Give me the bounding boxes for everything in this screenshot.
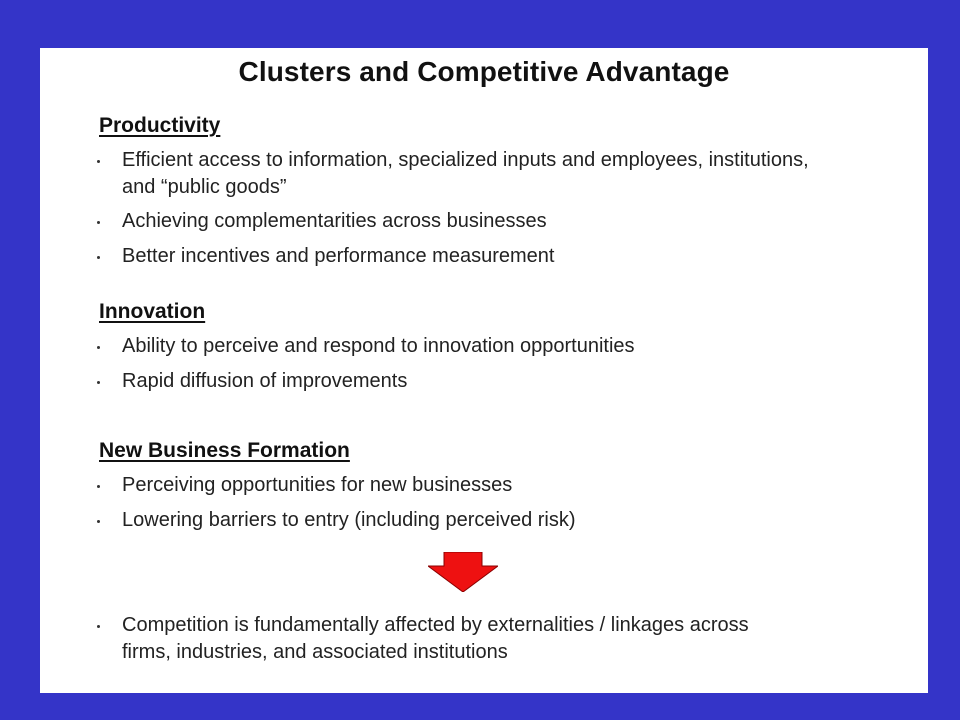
section-heading-productivity: Productivity [99,114,221,137]
bullet-text: Rapid diffusion of improvements [122,370,408,392]
section-heading-new-business-formation: New Business Formation [99,439,350,462]
bullet-dot [97,221,100,224]
bullet-text: Efficient access to information, specialized inputs and employees, institutions, and “public goods” [122,149,809,198]
bullet-item [97,147,837,201]
bullet-dot [97,381,100,384]
bullet-item [97,507,837,534]
bullet-dot [97,485,100,488]
down-arrow-icon [428,552,498,592]
conclusion-text: Competition is fundamentally affected by externalities / linkages across firms, industries, and associated institutions [122,614,749,663]
bullet-text: Achieving complementarities across businesses [122,210,547,232]
bullet-text: Perceiving opportunities for new businesses [122,474,513,496]
bullet-text: Lowering barriers to entry (including perceived risk) [122,509,576,531]
bullet-dot [97,346,100,349]
slide-panel [40,48,928,693]
bullet-item [97,333,837,360]
slide-title: Clusters and Competitive Advantage [238,56,730,87]
section-heading-innovation: Innovation [99,300,206,323]
bullet-dot [97,160,100,163]
bullet-item [97,243,837,270]
bullet-text: Better incentives and performance measurement [122,245,555,267]
bullet-dot [97,520,100,523]
conclusion-bullet [97,612,837,666]
bullet-text: Ability to perceive and respond to innovation opportunities [122,335,635,357]
bullet-item [97,368,837,395]
bullet-item [97,472,837,499]
bullet-dot [97,625,100,628]
bullet-dot [97,256,100,259]
bullet-item [97,208,837,235]
